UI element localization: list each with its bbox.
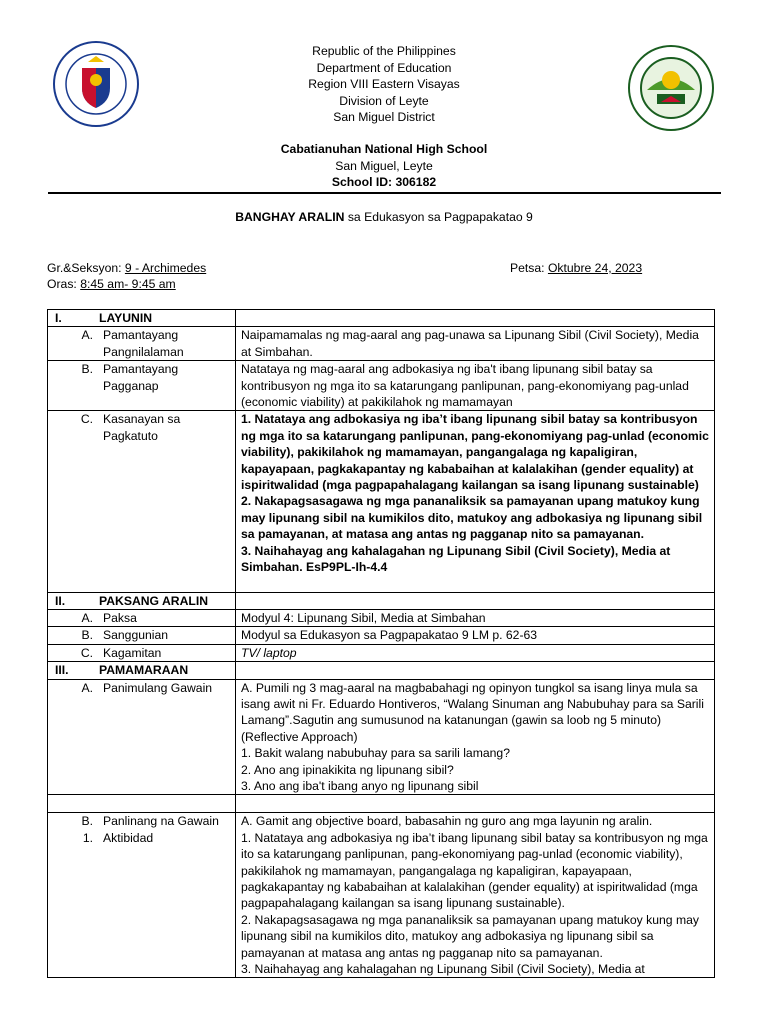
table-row bbox=[48, 644, 715, 661]
objective-item: 1. Natataya ang adbokasiya ng iba’t ibang lipunang sibil batay sa kontribusyon ng mga ito sa katarungang panlipunan, pang-ekonomiyang pag-unlad (economic viability), pakikilahok ng mamamayan, pangangalaga ng kapaligiran, kapayapaan, pagkakapantay ng kababaihan at kalalakihan (gender equality) at ispiritwalidad (mga pagpapahalagang kailangan sa isang lipunang sustainable). bbox=[241, 830, 708, 911]
government-header bbox=[0, 43, 768, 126]
table-row bbox=[48, 795, 715, 813]
competency-item: 3. Naihahayag ang kahalagahan ng Lipunang Sibil (Civil Society), Media at Simbahan. EsP9PL-Ih-4.4 bbox=[241, 543, 671, 575]
row-label: Kagamitan bbox=[103, 645, 162, 660]
row-sub-number: 1. bbox=[82, 830, 93, 845]
row-label-cell bbox=[48, 361, 236, 411]
title-bold: BANGHAY ARALIN bbox=[235, 210, 345, 224]
section-header-cell bbox=[48, 592, 236, 609]
question-item: 2. Ano ang ipinakikita ng lipunang sibil? bbox=[241, 762, 454, 777]
row-label-cell bbox=[48, 679, 236, 795]
competency-item: 1. Natataya ang adbokasiya ng iba’t ibang lipunang sibil batay sa kontribusyon ng mga ito sa katarungang panlipunan, pang-ekonomiyang pag-unlad (economic viability), pakikilahok ng mamamayan, pangangalaga ng kapaligiran, kapayapaan, pagkakapantay ng kababaihan at kalalakihan (gender equality) at ispiritwalidad (mga pagpapahalagang kailangan sa isang lipunang sustainable) bbox=[241, 412, 709, 493]
activity-instructions: A. Pumili ng 3 mag-aaral na magbabahagi ng opinyon tungkol sa isang linya mula sa isang awit ni Fr. Eduardo Hontiveros, “Walang Sinuman ang Nabubuhay para sa Sarili Lamang”.Sagutin ang sumusunod na katanungan (gawin sa loob ng 5 minuto) (Reflective Approach) bbox=[241, 680, 704, 744]
grade-section-line bbox=[47, 261, 206, 275]
lesson-plan-table bbox=[47, 309, 715, 978]
row-label-cell bbox=[48, 327, 236, 361]
row-label: Panimulang Gawain bbox=[103, 680, 213, 695]
school-id: School ID: 306182 bbox=[331, 175, 437, 190]
row-letter: C. bbox=[80, 412, 93, 427]
title-rest: sa Edukasyon sa Pagpapakatao 9 bbox=[344, 210, 533, 224]
empty-cell bbox=[236, 310, 715, 327]
materials-text: TV/ laptop bbox=[236, 644, 715, 661]
row-label: Pamantayang Pangnilalaman bbox=[103, 328, 184, 359]
activity-instructions: A. Gamit ang objective board, babasahin ng guro ang mga layunin ng aralin. bbox=[241, 814, 653, 829]
row-label-cell bbox=[48, 627, 236, 644]
row-letter: A. bbox=[81, 680, 93, 695]
date-label: Petsa: bbox=[510, 261, 548, 275]
table-row bbox=[48, 627, 715, 644]
row-label: Kasanayan sa Pagkatuto bbox=[103, 412, 181, 443]
school-block bbox=[0, 141, 768, 191]
table-row bbox=[48, 662, 715, 679]
section-title-pamamaraan: PAMAMARAAN bbox=[99, 663, 189, 678]
section-header-cell bbox=[48, 310, 236, 327]
row-label-cell bbox=[48, 609, 236, 626]
time-value: 8:45 am- 9:45 am bbox=[80, 277, 176, 291]
table-row bbox=[48, 609, 715, 626]
developmental-activity-cell bbox=[236, 813, 715, 978]
table-row bbox=[48, 327, 715, 361]
header-line-region: Region VIII Eastern Visayas bbox=[308, 77, 460, 92]
date-value: Oktubre 24, 2023 bbox=[547, 261, 643, 275]
document-title bbox=[0, 210, 768, 224]
row-label: Panlinang na Gawain bbox=[103, 814, 219, 829]
header-line-department: Department of Education bbox=[316, 60, 452, 75]
reference-text: Modyul sa Edukasyon sa Pagpapakatao 9 LM p. 62-63 bbox=[236, 627, 715, 644]
row-label-cell bbox=[48, 813, 236, 978]
row-letter: B. bbox=[81, 362, 93, 377]
table-row bbox=[48, 592, 715, 609]
row-label-cell bbox=[48, 411, 236, 592]
table-row bbox=[48, 310, 715, 327]
date-line bbox=[510, 261, 642, 275]
school-name: Cabatianuhan National High School bbox=[280, 142, 488, 156]
row-letter: A. bbox=[81, 328, 93, 343]
table-row bbox=[48, 361, 715, 411]
section-header-cell bbox=[48, 662, 236, 679]
row-label-cell bbox=[48, 644, 236, 661]
header-line-division: Division of Leyte bbox=[339, 93, 429, 108]
question-item: 3. Ano ang iba't ibang anyo ng lipunang sibil bbox=[241, 778, 479, 793]
topic-text: Modyul 4: Lipunang Sibil, Media at Simbahan bbox=[236, 609, 715, 626]
header-divider bbox=[48, 192, 721, 194]
school-location: San Miguel, Leyte bbox=[335, 158, 433, 173]
row-label: Sanggunian bbox=[103, 628, 169, 643]
performance-standard-text: Natataya ng mag-aaral ang adbokasiya ng iba't ibang lipunang sibil batay sa kontribusyon ng mga ito sa katarungang panlipunan, pang-ekonomiyang pag-unlad (economic viability) at pakikilahok ng mamamayan bbox=[236, 361, 715, 411]
section-title-layunin: LAYUNIN bbox=[99, 311, 153, 325]
objective-item: 2. Nakapagsasagawa ng mga pananaliksik sa pamayanan upang matukoy kung may lipunang sibil na kumikilos dito, matukoy ang adbokasiya ng lipunang sibil sa pamayanan at matasa ang antas ng pagganap nito sa pamayanan. bbox=[241, 912, 699, 960]
section-number: I. bbox=[55, 311, 62, 325]
table-row bbox=[48, 813, 715, 978]
section-title-paksang-aralin: PAKSANG ARALIN bbox=[99, 593, 209, 608]
row-label: Paksa bbox=[103, 610, 137, 625]
header-line-district: San Miguel District bbox=[333, 110, 435, 125]
empty-cell bbox=[236, 795, 715, 813]
objective-item: 3. Naihahayag ang kahalagahan ng Lipunang Sibil (Civil Society), Media at bbox=[241, 962, 645, 977]
row-letter: B. bbox=[81, 628, 93, 643]
competency-item: 2. Nakapagsasagawa ng mga pananaliksik sa pamayanan upang matukoy kung may lipunang sibil na kumikilos dito, matukoy ang adbokasiya ng lipunang sibil sa pamayanan, at matasa ang antas ng pagganap nito sa pamayanan. bbox=[241, 494, 703, 542]
content-standard-text: Naipamamalas ng mag-aaral ang pag-unawa sa Lipunang Sibil (Civil Society), Media at Simbahan. bbox=[236, 327, 715, 361]
section-number: II. bbox=[55, 593, 66, 608]
grade-label: Gr.&Seksyon: bbox=[47, 261, 125, 275]
introductory-activity-cell bbox=[236, 679, 715, 795]
empty-cell bbox=[236, 592, 715, 609]
question-item: 1. Bakit walang nabubuhay para sa sarili lamang? bbox=[241, 746, 510, 761]
row-sub-label: Aktibidad bbox=[103, 830, 154, 845]
table-row bbox=[48, 411, 715, 592]
grade-value: 9 - Archimedes bbox=[124, 261, 207, 275]
time-line bbox=[47, 277, 176, 291]
row-letter: B. bbox=[81, 814, 93, 829]
table-row bbox=[48, 679, 715, 795]
row-letter: C. bbox=[80, 645, 93, 660]
row-label: Pamantayang Pagganap bbox=[103, 362, 179, 393]
learning-competencies-cell bbox=[236, 411, 715, 592]
row-letter: A. bbox=[81, 610, 93, 625]
empty-cell bbox=[236, 662, 715, 679]
empty-cell bbox=[48, 795, 236, 813]
header-line-republic: Republic of the Philippines bbox=[312, 44, 456, 58]
section-number: III. bbox=[55, 663, 69, 678]
time-label: Oras: bbox=[47, 277, 81, 291]
